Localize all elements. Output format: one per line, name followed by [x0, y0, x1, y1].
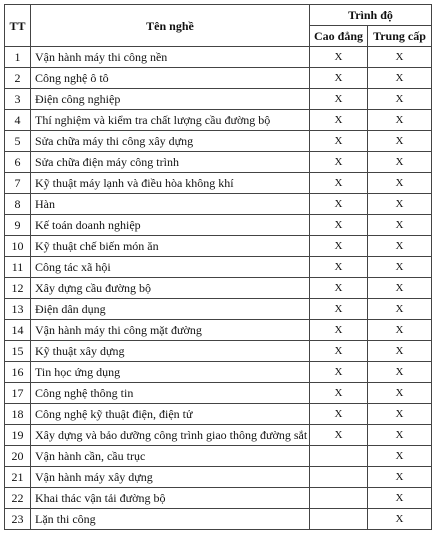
intermediate-mark: X: [368, 131, 432, 152]
intermediate-mark: X: [368, 194, 432, 215]
row-number: 3: [5, 89, 31, 110]
college-mark: X: [310, 404, 368, 425]
row-number: 18: [5, 404, 31, 425]
occupation-name: Kỹ thuật máy lạnh và điều hòa không khí: [31, 173, 310, 194]
college-mark: X: [310, 47, 368, 68]
college-mark: X: [310, 236, 368, 257]
table-row: [5, 89, 432, 110]
occupation-name: Công nghệ ô tô: [31, 68, 310, 89]
college-mark: X: [310, 215, 368, 236]
row-number: 11: [5, 257, 31, 278]
table-row: [5, 278, 432, 299]
occupation-name: Công tác xã hội: [31, 257, 310, 278]
row-number: 5: [5, 131, 31, 152]
table-row: [5, 341, 432, 362]
row-number: 12: [5, 278, 31, 299]
occupation-name: Vận hành cần, cầu trục: [31, 446, 310, 467]
table-row: [5, 299, 432, 320]
table-row: [5, 425, 432, 446]
occupation-name: Khai thác vận tải đường bộ: [31, 488, 310, 509]
table-body: [5, 47, 432, 530]
occupations-table: [4, 4, 432, 530]
table-row: [5, 383, 432, 404]
row-number: 15: [5, 341, 31, 362]
college-mark: [310, 446, 368, 467]
intermediate-mark: X: [368, 383, 432, 404]
college-mark: X: [310, 299, 368, 320]
table-row: [5, 152, 432, 173]
college-mark: X: [310, 194, 368, 215]
intermediate-mark: X: [368, 467, 432, 488]
table-row: [5, 47, 432, 68]
intermediate-mark: X: [368, 509, 432, 530]
row-number: 1: [5, 47, 31, 68]
college-mark: X: [310, 89, 368, 110]
intermediate-mark: X: [368, 257, 432, 278]
document-page: [4, 4, 431, 530]
row-number: 20: [5, 446, 31, 467]
occupation-name: Vận hành máy thi công mặt đường: [31, 320, 310, 341]
table-row: [5, 110, 432, 131]
table-row: [5, 215, 432, 236]
table-row: [5, 488, 432, 509]
college-mark: X: [310, 320, 368, 341]
occupation-name: Tin học ứng dụng: [31, 362, 310, 383]
college-mark: X: [310, 131, 368, 152]
occupation-name: Xây dựng cầu đường bộ: [31, 278, 310, 299]
intermediate-mark: X: [368, 425, 432, 446]
header-intermediate: Trung cấp: [368, 26, 432, 47]
table-row: [5, 320, 432, 341]
row-number: 16: [5, 362, 31, 383]
occupation-name: Kỹ thuật xây dựng: [31, 341, 310, 362]
intermediate-mark: X: [368, 341, 432, 362]
table-row: [5, 68, 432, 89]
row-number: 10: [5, 236, 31, 257]
table-row: [5, 467, 432, 488]
table-row: [5, 446, 432, 467]
row-number: 9: [5, 215, 31, 236]
table-header: [5, 5, 432, 47]
row-number: 21: [5, 467, 31, 488]
table-row: [5, 362, 432, 383]
occupation-name: Công nghệ thông tin: [31, 383, 310, 404]
occupation-name: Sửa chữa máy thi công xây dựng: [31, 131, 310, 152]
occupation-name: Thí nghiệm và kiểm tra chất lượng cầu đường bộ: [31, 110, 310, 131]
intermediate-mark: X: [368, 278, 432, 299]
occupation-name: Lặn thi công: [31, 509, 310, 530]
row-number: 19: [5, 425, 31, 446]
occupation-name: Kỹ thuật chế biến món ăn: [31, 236, 310, 257]
occupation-name: Vận hành máy thi công nền: [31, 47, 310, 68]
intermediate-mark: X: [368, 110, 432, 131]
occupation-name: Điện dân dụng: [31, 299, 310, 320]
occupation-name: Sửa chữa điện máy công trình: [31, 152, 310, 173]
college-mark: X: [310, 278, 368, 299]
occupation-name: Điện công nghiệp: [31, 89, 310, 110]
header-level: Trình độ: [310, 5, 432, 26]
intermediate-mark: X: [368, 446, 432, 467]
header-tt: TT: [5, 5, 31, 47]
college-mark: X: [310, 341, 368, 362]
college-mark: X: [310, 110, 368, 131]
row-number: 4: [5, 110, 31, 131]
table-row: [5, 404, 432, 425]
row-number: 2: [5, 68, 31, 89]
college-mark: X: [310, 173, 368, 194]
occupation-name: Xây dựng và bảo dưỡng công trình giao thông đường sắt: [31, 425, 310, 446]
occupation-name: Công nghệ kỹ thuật điện, điện tử: [31, 404, 310, 425]
college-mark: X: [310, 257, 368, 278]
college-mark: [310, 488, 368, 509]
header-occupation-name: Tên nghề: [31, 5, 310, 47]
intermediate-mark: X: [368, 320, 432, 341]
row-number: 17: [5, 383, 31, 404]
row-number: 7: [5, 173, 31, 194]
header-college: Cao đẳng: [310, 26, 368, 47]
college-mark: X: [310, 152, 368, 173]
intermediate-mark: X: [368, 299, 432, 320]
row-number: 8: [5, 194, 31, 215]
occupation-name: Kế toán doanh nghiệp: [31, 215, 310, 236]
row-number: 22: [5, 488, 31, 509]
intermediate-mark: X: [368, 215, 432, 236]
table-row: [5, 131, 432, 152]
row-number: 13: [5, 299, 31, 320]
intermediate-mark: X: [368, 47, 432, 68]
college-mark: [310, 509, 368, 530]
occupation-name: Hàn: [31, 194, 310, 215]
occupation-name: Vận hành máy xây dựng: [31, 467, 310, 488]
table-row: [5, 194, 432, 215]
row-number: 23: [5, 509, 31, 530]
table-row: [5, 236, 432, 257]
table-row: [5, 173, 432, 194]
intermediate-mark: X: [368, 236, 432, 257]
college-mark: X: [310, 68, 368, 89]
intermediate-mark: X: [368, 488, 432, 509]
table-row: [5, 257, 432, 278]
row-number: 14: [5, 320, 31, 341]
row-number: 6: [5, 152, 31, 173]
intermediate-mark: X: [368, 68, 432, 89]
table-row: [5, 509, 432, 530]
college-mark: [310, 467, 368, 488]
intermediate-mark: X: [368, 89, 432, 110]
college-mark: X: [310, 362, 368, 383]
intermediate-mark: X: [368, 404, 432, 425]
college-mark: X: [310, 425, 368, 446]
intermediate-mark: X: [368, 173, 432, 194]
intermediate-mark: X: [368, 152, 432, 173]
college-mark: X: [310, 383, 368, 404]
intermediate-mark: X: [368, 362, 432, 383]
